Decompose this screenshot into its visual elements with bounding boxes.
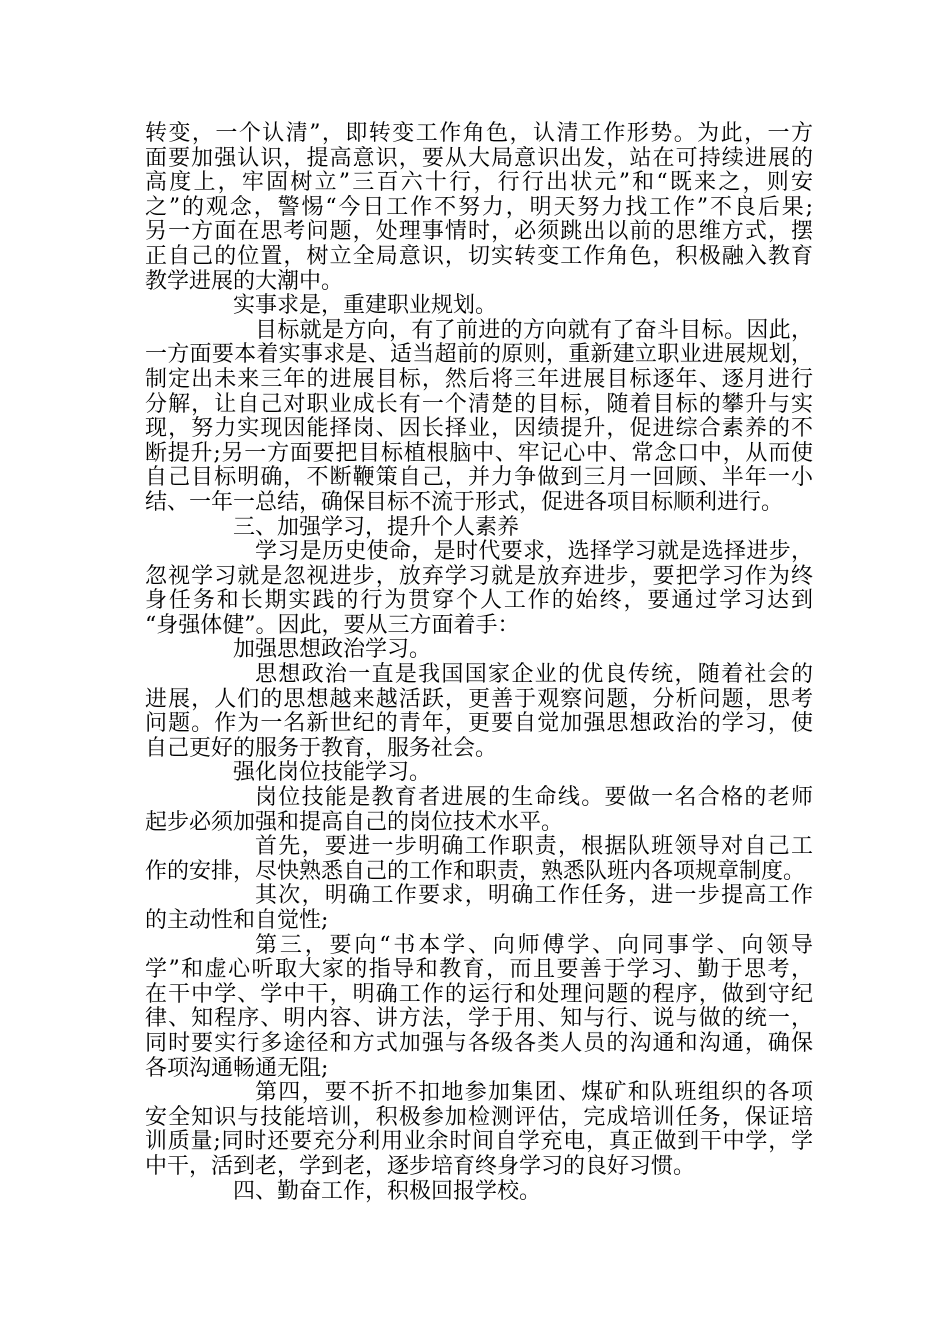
text-line: 目标就是方向，有了前进的方向就有了奋斗目标。因此， xyxy=(255,317,813,343)
text-line: 身任务和长期实践的行为贯穿个人工作的始终，要通过学习达到 xyxy=(145,588,813,614)
text-line: 分解，让自己对职业成长有一个清楚的目标，随着目标的攀升与实 xyxy=(145,391,813,417)
text-line: 强化岗位技能学习。 xyxy=(233,760,432,786)
text-line: 正自己的位置，树立全局意识，切实转变工作角色，积极融入教育 xyxy=(145,243,813,269)
text-line: 思想政治一直是我国国家企业的优良传统，随着社会的 xyxy=(255,662,813,688)
text-line: 学”和虚心听取大家的指导和教育，而且要善于学习、勤于思考， xyxy=(145,957,813,983)
text-line: 另一方面在思考问题，处理事情时，必须跳出以前的思维方式，摆 xyxy=(145,219,813,245)
text-line: 在干中学、学中干，明确工作的运行和处理问题的程序，做到守纪 xyxy=(145,981,813,1007)
text-line: 实事求是，重建职业规划。 xyxy=(233,293,498,319)
text-line: 自己更好的服务于教育，服务社会。 xyxy=(145,735,498,761)
text-line: 律、知程序、明内容、讲方法，学于用、知与行、说与做的统一， xyxy=(145,1006,813,1032)
text-line: 问题。作为一名新世纪的青年，更要自觉加强思想政治的学习，使 xyxy=(145,711,813,737)
text-line: 第四，要不折不扣地参加集团、煤矿和队班组织的各项 xyxy=(255,1080,813,1106)
text-line: 现，努力实现因能择岗、因长择业，因绩提升，促进综合素养的不 xyxy=(145,416,813,442)
text-line: “身强体健”。因此，要从三方面着手： xyxy=(145,612,520,638)
text-line: 加强思想政治学习。 xyxy=(233,637,432,663)
text-line: 同时要实行多途径和方式加强与各级各类人员的沟通和沟通，确保 xyxy=(145,1030,813,1056)
text-line: 自己目标明确，不断鞭策自己，并力争做到三月一回顾、半年一小 xyxy=(145,465,813,491)
text-line: 高度上，牢固树立”三百六十行，行行出状元”和“既来之，则安 xyxy=(145,170,813,196)
text-line: 之”的观念，警惕“今日工作不努力，明天努力找工作”不良后果; xyxy=(145,194,813,220)
text-line: 学习是历史使命，是时代要求，选择学习就是选择进步， xyxy=(255,539,813,565)
text-line: 安全知识与技能培训，积极参加检测评估，完成培训任务，保证培 xyxy=(145,1104,813,1130)
text-line: 各项沟通畅通无阻; xyxy=(145,1055,329,1081)
text-line: 首先，要进一步明确工作职责，根据队班领导对自己工 xyxy=(255,834,813,860)
text-line: 教学进展的大潮中。 xyxy=(145,268,344,294)
text-line: 面要加强认识，提高意识，要从大局意识出发，站在可持续进展的 xyxy=(145,145,813,171)
text-line: 其次，明确工作要求，明确工作任务，进一步提高工作 xyxy=(255,883,813,909)
text-line: 训质量;同时还要充分利用业余时间自学充电，真正做到干中学，学 xyxy=(145,1129,813,1155)
text-line: 岗位技能是教育者进展的生命线。要做一名合格的老师 xyxy=(255,785,813,811)
document-body xyxy=(145,122,813,1204)
text-line: 三、加强学习，提升个人素养 xyxy=(233,514,520,540)
text-line: 作的安排，尽快熟悉自己的工作和职责，熟悉队班内各项规章制度。 xyxy=(145,858,806,884)
text-line: 断提升;另一方面要把目标植根脑中、牢记心中、常念口中，从而使 xyxy=(145,440,813,466)
text-line: 起步必须加强和提高自己的岗位技术水平。 xyxy=(145,809,564,835)
text-line: 四、勤奋工作，积极回报学校。 xyxy=(233,1178,542,1204)
text-line: 忽视学习就是忽视进步，放弃学习就是放弃进步，要把学习作为终 xyxy=(145,563,813,589)
text-line: 的主动性和自觉性; xyxy=(145,908,329,933)
text-line: 一方面要本着实事求是、适当超前的原则，重新建立职业进展规划， xyxy=(145,342,813,368)
text-line: 制定出未来三年的进展目标，然后将三年进展目标逐年、逐月进行 xyxy=(145,366,813,392)
text-line: 中干，活到老，学到老，逐步培育终身学习的良好习惯。 xyxy=(145,1153,696,1179)
text-line: 结、一年一总结，确保目标不流于形式，促进各项目标顺利进行。 xyxy=(145,489,784,515)
text-line: 转变，一个认清”，即转变工作角色，认清工作形势。为此，一方 xyxy=(145,121,813,146)
text-line: 进展，人们的思想越来越活跃，更善于观察问题，分析问题，思考 xyxy=(145,686,813,712)
text-line: 第三，要向“书本学、向师傅学、向同事学、向领导 xyxy=(255,932,813,958)
